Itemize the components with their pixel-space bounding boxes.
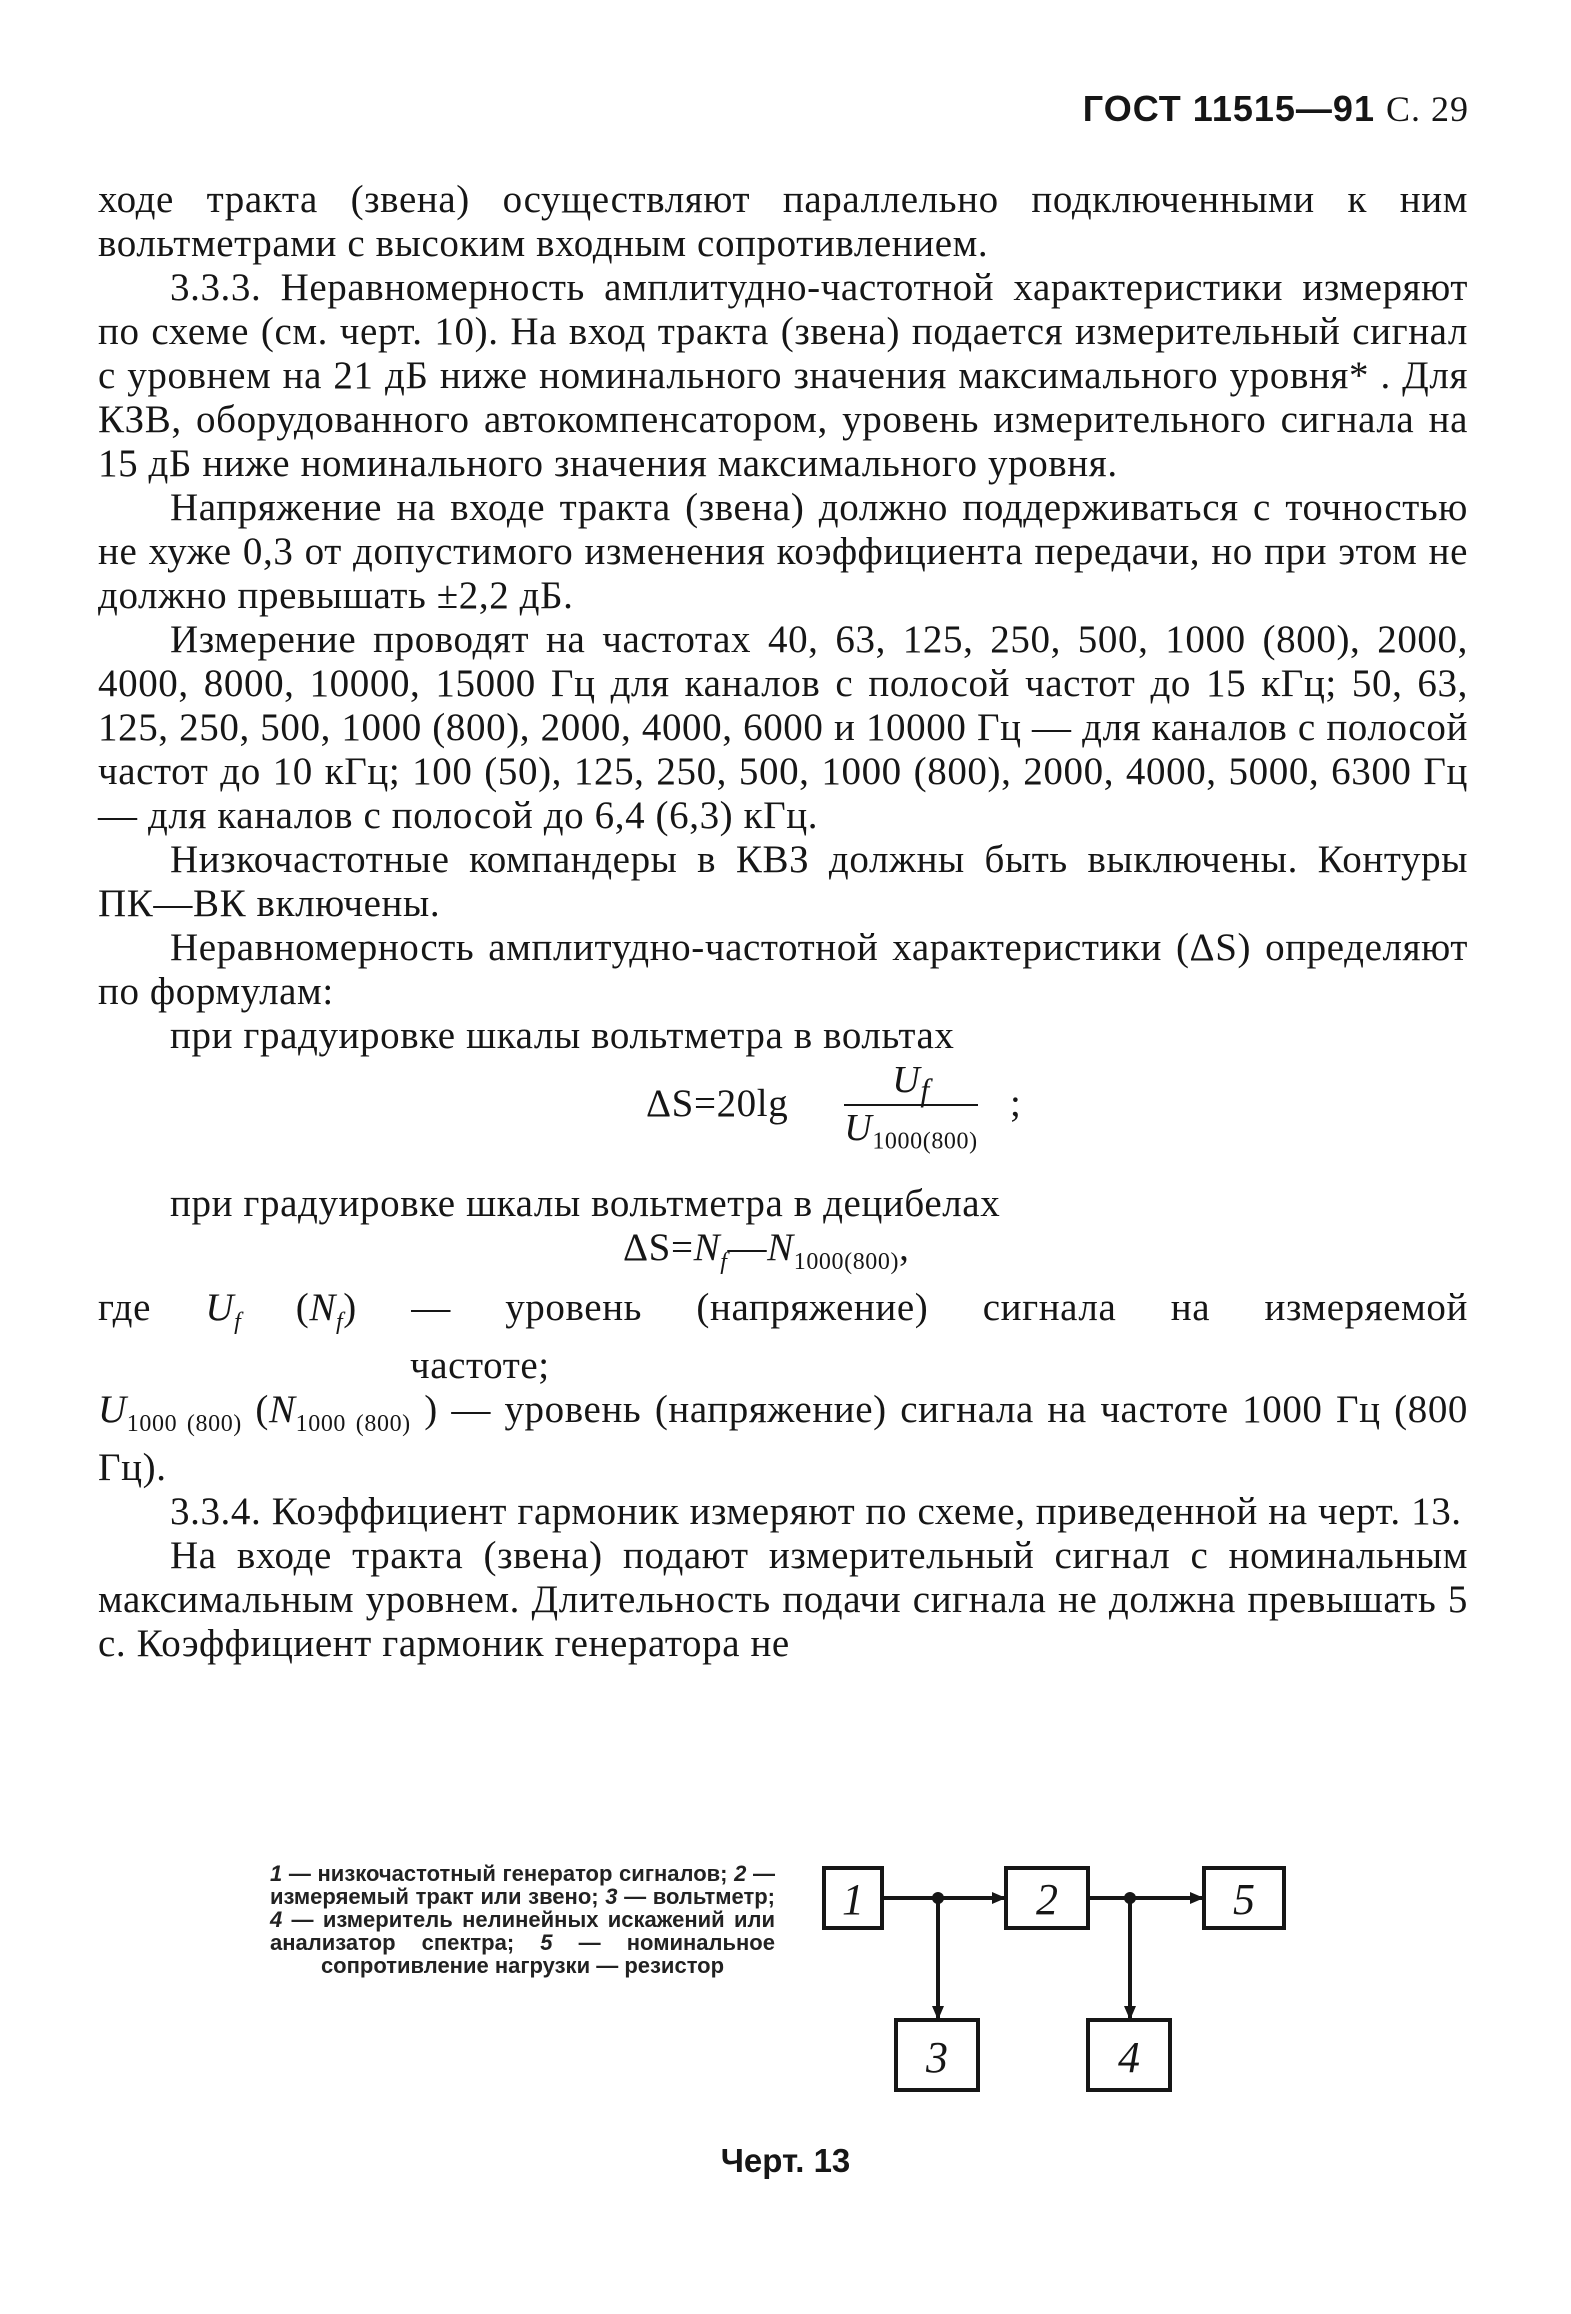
page-number: С. 29 <box>1385 89 1469 129</box>
formula-lhs: ΔS=20lg <box>646 1082 789 1125</box>
junction-dot <box>932 1892 944 1904</box>
definitions <box>98 1286 1468 1490</box>
definition-1-cont: частоте; <box>410 1343 550 1387</box>
block-label: 1 <box>842 1875 864 1924</box>
block-label: 2 <box>1036 1875 1058 1924</box>
paragraph: Низкочастотные компандеры в КВЗ должны быть выключены. Контуры ПК—ВК включены. <box>98 838 1468 925</box>
junction-dot <box>1124 1892 1136 1904</box>
formula-decibels: $\Delta S=N_f—N_{1000(800)}$, <box>623 1226 910 1275</box>
paragraph: Измерение проводят на частотах 40, 63, 125, 250, 500, 1000 (800), 2000, 4000, 8000, 10000, 15000 Гц для каналов с полосой частот до 15 кГц; 50, 63, 125, 250, 500, 1000 (800), 2000, 4000, 6000 и 10000 Гц — для каналов с полосой частот до 10 кГц; 100 (50), 125, 250, 500, 1000 (800), 2000, 4000, 5000, 6300 Гц — для каналов с полосой до 6,4 (6,3) кГц. <box>98 618 1468 837</box>
figure-title: Черт. 13 <box>720 2142 851 2179</box>
paragraph: Неравномерность амплитудно-частотной характеристики (ΔS) определяют по формулам: <box>98 926 1468 1013</box>
formula-volts <box>98 1058 1468 1182</box>
paragraph: 3.3.4. Коэффициент гармоник измеряют по схеме, приведенной на черт. 13. <box>170 1489 1462 1533</box>
page-header <box>1083 88 1469 130</box>
block-label: 5 <box>1233 1875 1255 1924</box>
formula-numerator: $U_f$ <box>892 1059 930 1108</box>
formula-tail: ; <box>1010 1082 1022 1125</box>
block-label: 3 <box>926 2033 948 2082</box>
block-diagram <box>818 1858 1318 2103</box>
definition-1: где $U_f$ $(N_f)$ — уровень (напряжение) сигнала на измеряемой <box>98 1286 1468 1335</box>
block-label: 4 <box>1118 2033 1140 2082</box>
paragraph: На входе тракта (звена) подают измерительный сигнал с номинальным максимальным уровнем. Длительность подачи сигнала не должна превышать 5 с. Коэффициент гармоник генератора не <box>98 1533 1468 1665</box>
paragraph: ходе тракта (звена) осуществляют параллельно подключенными к ним вольтметрами с высоким входным сопротивлением. <box>98 178 1468 265</box>
definition-2: $U_{1000 (800)}$ ($N_{1000 (800)}$ ) — уровень (напряжение) сигнала на частоте 1000 Гц (800 Гц). <box>98 1387 1469 1489</box>
paragraph: Напряжение на входе тракта (звена) должно поддерживаться с точностью не хуже 0,3 от допустимого изменения коэффициента передачи, но при этом не должно превышать ±2,2 дБ. <box>98 486 1468 617</box>
formula-denominator: $U_{1000(800)}$ <box>844 1107 978 1155</box>
figure-caption: 1 — низкочастотный генератор сигналов; 2 — измеряемый тракт или звено; 3 — вольтметр; 4 — измеритель нелинейных искажений или анализатор спектра; 5 — номинальное сопротивление нагрузки — резистор <box>270 1861 775 1978</box>
paragraph: 3.3.3. Неравномерность амплитудно-частотной характеристики измеряют по схеме (см. черт. 10). На вход тракта (звена) подается измерительный сигнал с уровнем на 21 дБ ниже номинального значения максимального уровня* . Для КЗВ, оборудованного автокомпенсатором, уровень измерительного сигнала на 15 дБ ниже номинального значения максимального уровня. <box>98 266 1468 485</box>
standard-number: ГОСТ 11515—91 <box>1082 88 1375 129</box>
paragraph: при градуировке шкалы вольтметра в децибелах <box>170 1182 1001 1225</box>
formula-fraction <box>836 1058 986 1164</box>
paragraph: при градуировке шкалы вольтметра в вольтах <box>170 1014 955 1057</box>
document-body <box>98 178 1468 1666</box>
